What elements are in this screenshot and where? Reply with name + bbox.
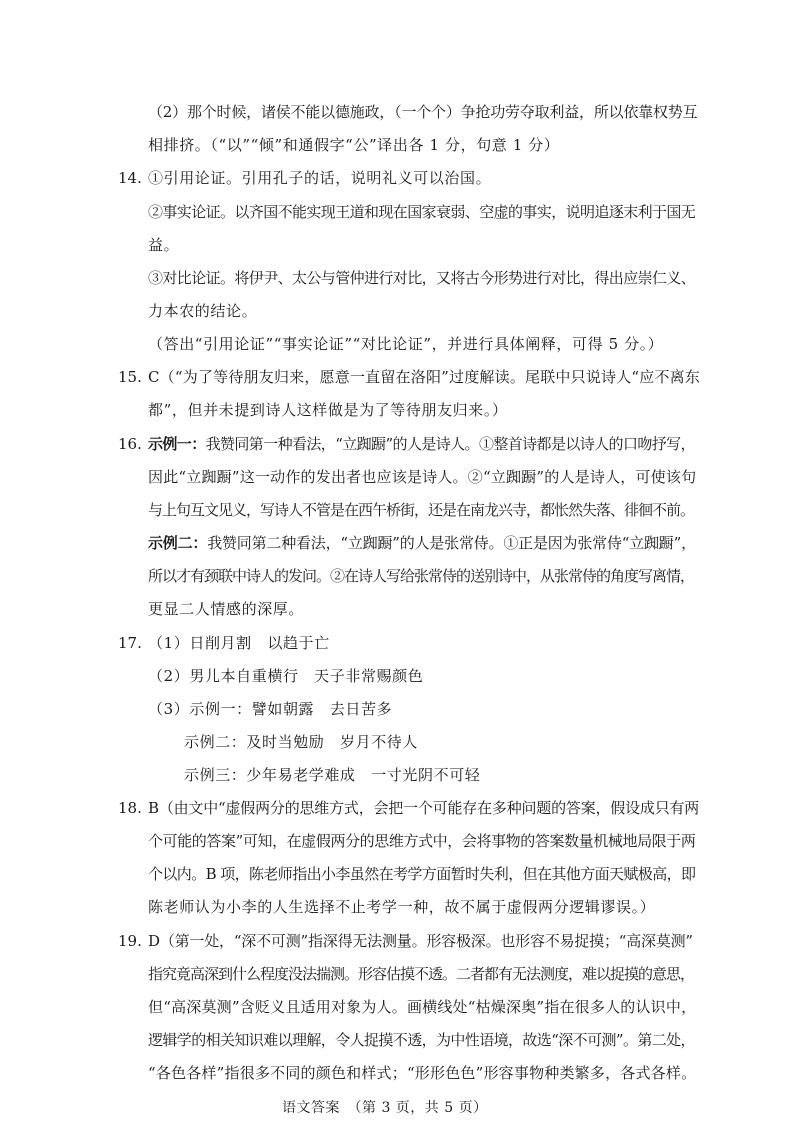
q18-line-2: 个可能的答案”可知，在虚假两分的思维方式中，会将事物的答案数量机械地局限于两 (148, 832, 696, 850)
q17-number: 17. (118, 634, 142, 652)
q16-example1-text: 我赞同第一种看法，“立踟蹰”的人是诗人。①整首诗都是以诗人的口吻抒写， (205, 435, 695, 453)
q14-line-1: ①引用论证。引用孔子的话，说明礼义可以治国。 (148, 169, 492, 187)
q18-line-1: B（由文中“虚假两分的思维方式，会把一个可能存在多种问题的答案，假设成只有两 (148, 799, 700, 817)
q14-line-2: ②事实论证。以齐国不能实现王道和现在国家衰弱、空虚的事实，说明追逐末利于国无 (148, 203, 696, 221)
q16-example2-line-3: 更显二人情感的深厚。 (148, 600, 305, 618)
q13-part2-line-2: 相排挤。（“以”“倾”和通假字“公”译出各 1 分，句意 1 分） (148, 136, 560, 154)
q14-line-6: （答出“引用论证”“事实论证”“对比论证”，并进行具体阐释，可得 5 分。） (148, 335, 664, 353)
q15-number: 15. (118, 368, 142, 386)
q17-line-4: 示例二：及时当勉励 岁月不待人 (184, 733, 419, 751)
q17-line-3: （3）示例一：譬如朝露 去日苦多 (148, 700, 393, 718)
q14-number: 14. (118, 169, 142, 187)
q18-line-3: 个以内。B 项，陈老师指出小李虽然在考学方面暂时失利，但在其他方面天赋极高，即 (148, 865, 696, 883)
q19-line-1: D（第一处，“深不可测”指深得无法测量。形容极深。也形容不易捉摸；“高深莫测” (148, 932, 693, 950)
q17-line-5: 示例三：少年易老学难成 一寸光阴不可轻 (184, 766, 481, 784)
q19-number: 19. (118, 932, 142, 950)
q19-line-2: 指究竟高深到什么程度没法揣测。形容估摸不透。二者都有无法测度，难以捉摸的意思， (148, 965, 695, 983)
q19-line-3: 但“高深莫测”含贬义且适用对象为人。画横线处“枯燥深奥”指在很多人的认识中， (148, 998, 697, 1016)
q18-line-4: 陈老师认为小李的人生选择不止考学一种，故不属于虚假两分逻辑谬误。） (148, 898, 656, 916)
q18-number: 18. (118, 799, 142, 817)
q16-example2-line-2: 所以才有颈联中诗人的发问。②在诗人写给张常侍的送别诗中，从张常侍的角度写离情， (148, 567, 695, 585)
q16-example1-line-3: 与上句互文见义，写诗人不管是在西午桥街，还是在南龙兴寺，都怅然失落、徘徊不前。 (148, 501, 695, 519)
q14-line-5: 力本农的结论。 (148, 302, 258, 320)
page-footer: 语文答案 （第 3 页，共 5 页） (282, 1100, 488, 1116)
q16-example2-text: 我赞同第二种看法，“立踟蹰”的人是张常侍。①正是因为张常侍“立踟蹰”， (207, 534, 696, 552)
q13-part2-line-1: （2）那个时候，诸侯不能以德施政，（一个个）争抢功劳夺取利益，所以依靠权势互 (148, 103, 698, 121)
q14-line-3: 益。 (148, 236, 180, 254)
q16-number: 16. (118, 435, 142, 453)
q15-line-1: C（“为了等待朋友归来，愿意一直留在洛阳”过度解读。尾联中只说诗人“应不离东 (148, 368, 701, 386)
q16-example1-line-2: 因此“立踟蹰”这一动作的发出者也应该是诗人。②“立踟蹰”的人是诗人，可使该句 (148, 468, 697, 486)
q16-example2-label: 示例二： (148, 534, 208, 552)
q16-example1-line-1 (148, 434, 695, 454)
q14-line-4: ③对比论证。将伊尹、太公与管仲进行对比，又将古今形势进行对比，得出应崇仁义、 (148, 269, 696, 287)
q16-example1-label: 示例一： (148, 435, 206, 453)
q19-line-4: 逻辑学的相关知识难以理解，令人捉摸不透，为中性语境，故选“深不可测”。第二处， (148, 1031, 695, 1049)
q15-line-2: 都”，但并未提到诗人这样做是为了等待朋友归来。） (148, 401, 508, 419)
q17-line-1: （1）日削月割 以趋于亡 (148, 634, 330, 652)
q16-example2-line-1 (148, 533, 696, 553)
q19-line-5: “各色各样”指很多不同的颜色和样式；“形形色色”形容事物种类繁多，各式各样。 (148, 1064, 697, 1082)
q17-line-2: （2）男儿本自重横行 天子非常赐颜色 (148, 667, 424, 685)
